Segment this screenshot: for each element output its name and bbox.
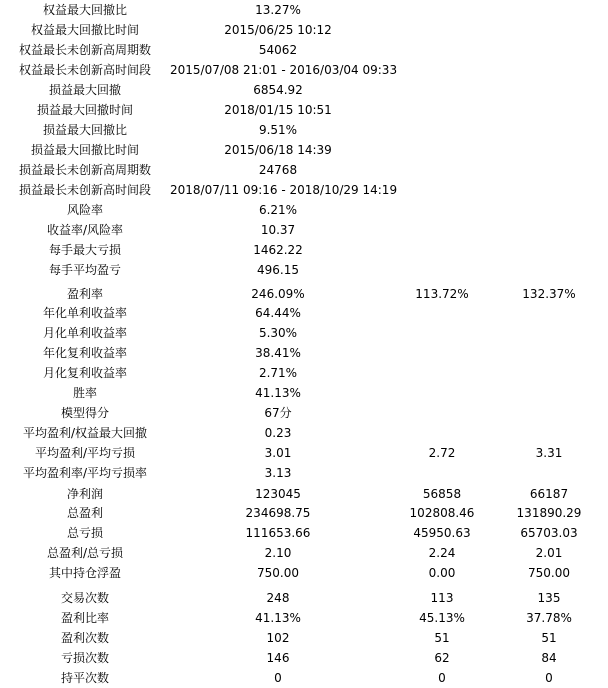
metric-label: 总亏损 xyxy=(66,526,103,540)
metric-label: 模型得分 xyxy=(60,406,109,420)
metric-label: 风险率 xyxy=(66,203,103,217)
table-row xyxy=(0,323,608,343)
value-all: 0 xyxy=(274,671,282,685)
table-row xyxy=(0,463,608,483)
metric-label: 损益最大回撤比 xyxy=(42,123,127,137)
value-all: 64.44% xyxy=(255,306,301,320)
metric-label: 权益最大回撤比 xyxy=(42,3,127,17)
value-short xyxy=(498,180,600,200)
value-all: 2.71% xyxy=(258,366,298,380)
value-long: 45950.63 xyxy=(413,526,471,540)
value-all: 38.41% xyxy=(255,346,301,360)
metric-label: 总盈利 xyxy=(66,506,103,520)
metric-label: 年化复利收益率 xyxy=(42,346,127,360)
value-short xyxy=(498,200,600,220)
table-row xyxy=(0,443,608,463)
value-short xyxy=(498,343,600,363)
value-short xyxy=(498,40,600,60)
value-long: 51 xyxy=(434,631,450,645)
value-long xyxy=(386,423,498,443)
value-long xyxy=(386,200,498,220)
value-all: 10.37 xyxy=(260,223,296,237)
value-short xyxy=(498,403,600,423)
table-row xyxy=(0,343,608,363)
value-long xyxy=(386,0,498,20)
table-row xyxy=(0,20,608,40)
value-all: 2015/06/25 10:12 xyxy=(224,23,332,37)
value-all: 234698.75 xyxy=(245,506,311,520)
value-long xyxy=(386,60,498,80)
value-all: 1462.22 xyxy=(253,243,303,257)
value-all: 54062 xyxy=(258,43,298,57)
value-all: 67分 xyxy=(264,406,292,420)
value-short: 65703.03 xyxy=(520,526,578,540)
value-long xyxy=(386,463,498,483)
metric-label: 交易次数 xyxy=(60,591,109,605)
value-all: 2015/07/08 21:01 - 2016/03/04 09:33 xyxy=(170,63,398,77)
value-all: 0.23 xyxy=(264,426,292,440)
metric-label: 每手平均盈亏 xyxy=(48,263,121,277)
table-row xyxy=(0,140,608,160)
value-short: 750.00 xyxy=(528,566,570,580)
table-row xyxy=(0,260,608,280)
table-row xyxy=(0,100,608,120)
table-row xyxy=(0,220,608,240)
value-long xyxy=(386,403,498,423)
value-all: 9.51% xyxy=(258,123,298,137)
value-short: 2.01 xyxy=(535,546,563,560)
table-row xyxy=(0,180,608,200)
value-long: 2.72 xyxy=(428,446,456,460)
value-long xyxy=(386,180,498,200)
value-long: 2.24 xyxy=(428,546,456,560)
table-row xyxy=(0,80,608,100)
value-short xyxy=(498,0,600,20)
metric-label: 权益最长未创新高周期数 xyxy=(18,43,151,57)
value-short xyxy=(498,100,600,120)
value-short: 0 xyxy=(545,671,553,685)
metric-label: 每手最大亏损 xyxy=(48,243,121,257)
value-short: 135 xyxy=(537,591,561,605)
value-all: 5.30% xyxy=(258,326,298,340)
metric-label: 胜率 xyxy=(72,386,97,400)
value-all: 246.09% xyxy=(251,287,305,301)
metric-label: 平均盈利/平均亏损 xyxy=(34,446,136,460)
value-all: 2015/06/18 14:39 xyxy=(224,143,332,157)
value-long xyxy=(386,383,498,403)
table-row xyxy=(0,523,608,543)
value-long: 62 xyxy=(434,651,450,665)
value-long xyxy=(386,240,498,260)
metric-label: 盈利比率 xyxy=(60,611,109,625)
value-short xyxy=(498,20,600,40)
value-all: 2018/01/15 10:51 xyxy=(224,103,332,117)
value-all: 146 xyxy=(266,651,290,665)
value-short xyxy=(498,240,600,260)
value-all: 3.01 xyxy=(264,446,292,460)
value-short xyxy=(498,80,600,100)
value-all: 2.10 xyxy=(264,546,292,560)
metric-label: 权益最大回撤比时间 xyxy=(30,23,139,37)
value-all: 3.13 xyxy=(264,466,292,480)
metric-label: 收益率/风险率 xyxy=(46,223,124,237)
value-short xyxy=(498,383,600,403)
metric-label: 损益最大回撤时间 xyxy=(36,103,133,117)
value-all: 41.13% xyxy=(255,386,301,400)
value-long xyxy=(386,140,498,160)
value-short xyxy=(498,323,600,343)
table-row xyxy=(0,484,608,504)
table-row xyxy=(0,240,608,260)
metric-label: 权益最长未创新高时间段 xyxy=(18,63,151,77)
value-all: 13.27% xyxy=(255,3,301,17)
metric-label: 损益最大回撤 xyxy=(48,83,121,97)
metric-label: 其中持仓浮盈 xyxy=(48,566,121,580)
metric-label: 盈利次数 xyxy=(60,631,109,645)
table-row xyxy=(0,383,608,403)
table-row xyxy=(0,303,608,323)
table-row xyxy=(0,503,608,523)
metric-label: 盈利率 xyxy=(66,287,103,301)
table-row xyxy=(0,628,608,648)
value-long: 45.13% xyxy=(419,611,465,625)
value-short xyxy=(498,260,600,280)
value-long: 0.00 xyxy=(428,566,456,580)
value-long xyxy=(386,323,498,343)
metric-label: 总盈利/总亏损 xyxy=(46,546,124,560)
value-short: 131890.29 xyxy=(516,506,582,520)
value-short: 51 xyxy=(541,631,557,645)
metric-label: 持平次数 xyxy=(60,671,109,685)
value-long: 102808.46 xyxy=(409,506,475,520)
value-all: 102 xyxy=(266,631,290,645)
metric-label: 损益最大回撤比时间 xyxy=(30,143,139,157)
table-row xyxy=(0,588,608,608)
value-all: 123045 xyxy=(255,487,301,501)
value-long xyxy=(386,343,498,363)
value-long xyxy=(386,40,498,60)
value-short: 37.78% xyxy=(526,611,572,625)
value-long xyxy=(386,363,498,383)
value-short xyxy=(498,220,600,240)
metric-label: 月化单利收益率 xyxy=(42,326,127,340)
metric-label: 亏损次数 xyxy=(60,651,109,665)
table-row xyxy=(0,284,608,304)
table-row xyxy=(0,363,608,383)
value-short xyxy=(498,140,600,160)
value-all: 2018/07/11 09:16 - 2018/10/29 14:19 xyxy=(170,183,398,197)
value-short: 66187 xyxy=(529,487,569,501)
metric-label: 年化单利收益率 xyxy=(42,306,127,320)
metric-label: 平均盈利/权益最大回撤 xyxy=(22,426,148,440)
metric-label: 平均盈利率/平均亏损率 xyxy=(22,466,148,480)
table-row xyxy=(0,563,608,583)
value-short: 84 xyxy=(541,651,557,665)
metric-label: 损益最长未创新高周期数 xyxy=(18,163,151,177)
metric-label: 月化复利收益率 xyxy=(42,366,127,380)
value-long xyxy=(386,20,498,40)
table-row xyxy=(0,403,608,423)
value-long: 113 xyxy=(430,591,454,605)
value-long xyxy=(386,303,498,323)
value-short xyxy=(498,423,600,443)
table-row xyxy=(0,608,608,628)
value-long: 0 xyxy=(438,671,446,685)
value-long xyxy=(386,260,498,280)
value-long: 113.72% xyxy=(415,287,469,301)
value-long xyxy=(386,220,498,240)
table-row xyxy=(0,120,608,140)
value-all: 6.21% xyxy=(258,203,298,217)
table-row xyxy=(0,668,608,688)
table-row xyxy=(0,423,608,443)
table-row xyxy=(0,0,608,20)
table-row xyxy=(0,60,608,80)
value-short xyxy=(498,463,600,483)
table-row xyxy=(0,648,608,668)
table-row xyxy=(0,543,608,563)
value-all: 248 xyxy=(266,591,290,605)
value-short xyxy=(498,303,600,323)
value-long xyxy=(386,160,498,180)
table-row xyxy=(0,160,608,180)
value-long xyxy=(386,120,498,140)
value-long xyxy=(386,80,498,100)
value-short: 3.31 xyxy=(535,446,563,460)
value-all: 496.15 xyxy=(257,263,299,277)
value-short xyxy=(498,60,600,80)
value-all: 6854.92 xyxy=(253,83,303,97)
value-short xyxy=(498,160,600,180)
value-all: 750.00 xyxy=(257,566,299,580)
value-all: 24768 xyxy=(258,163,298,177)
table-row xyxy=(0,40,608,60)
value-all: 41.13% xyxy=(255,611,301,625)
metric-label: 损益最长未创新高时间段 xyxy=(18,183,151,197)
table-row xyxy=(0,200,608,220)
value-short xyxy=(498,363,600,383)
value-all: 111653.66 xyxy=(245,526,311,540)
value-long xyxy=(386,100,498,120)
metric-label: 净利润 xyxy=(66,487,103,501)
value-long: 56858 xyxy=(422,487,462,501)
value-short xyxy=(498,120,600,140)
value-short: 132.37% xyxy=(522,287,576,301)
